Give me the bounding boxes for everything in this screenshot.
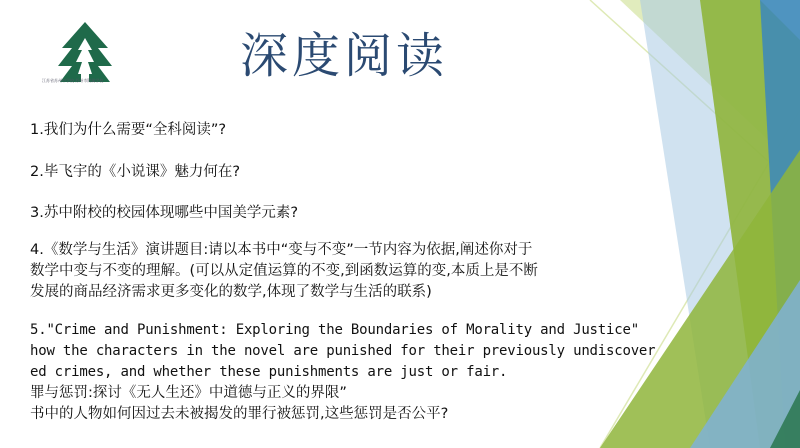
question-5-line-3: ed crimes, and whether these punishments are just or fair. (30, 364, 508, 380)
question-4 (30, 240, 538, 303)
question-4-line-2: 数学中变与不变的理解。(可以从定值运算的不变,到函数运算的变,本质上是不断 (30, 263, 538, 279)
question-3 (30, 203, 298, 224)
question-5-line-4: 罪与惩罚:探讨《无人生还》中道德与正义的界限” (30, 385, 347, 401)
slide-title: 深度阅读 (240, 28, 449, 84)
question-2 (30, 162, 240, 183)
question-1 (30, 120, 226, 141)
logo-caption: 江苏省苏州中学校 苏州市附属学校 (42, 78, 104, 83)
question-5-line-2: how the characters in the novel are punished for their previously undiscover (30, 343, 656, 359)
question-4-line-1: 4.《数学与生活》演讲题目:请以本书中“变与不变”一节内容为依据,阐述你对于 (30, 242, 533, 258)
school-tree-logo-icon (50, 20, 120, 95)
question-5 (30, 320, 655, 425)
question-2-line: 2.毕飞宇的《小说课》魅力何在? (30, 164, 241, 180)
question-1-line: 1.我们为什么需要“全科阅读”? (30, 122, 227, 138)
question-5-line-1: 5."Crime and Punishment: Exploring the Boundaries of Morality and Justice" (30, 322, 639, 338)
question-3-line: 3.苏中附校的校园体现哪些中国美学元素? (30, 205, 299, 221)
question-5-line-5: 书中的人物如何因过去未被揭发的罪行被惩罚,这些惩罚是否公平? (30, 406, 449, 422)
question-4-line-3: 发展的商品经济需求更多变化的数学,体现了数学与生活的联系) (30, 284, 432, 300)
